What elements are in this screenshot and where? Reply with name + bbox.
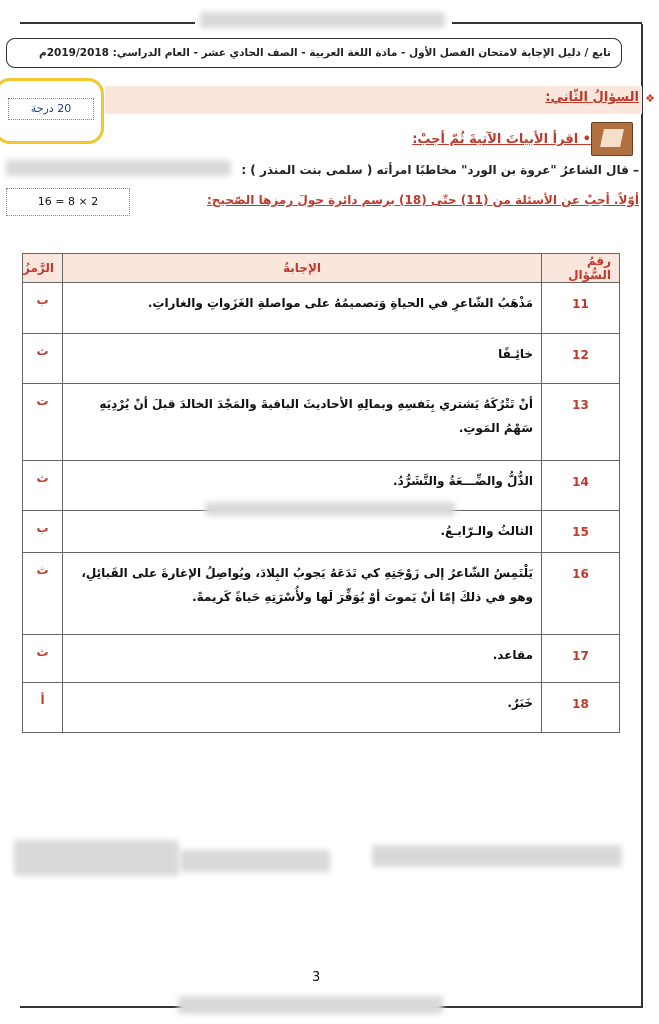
answer-instruction: أوّلاً. أجبْ عن الأسئلة من (11) حتّى (18) برسم دائرة حولَ رمزها الصّحيح: (206, 193, 639, 207)
row-answer: مَذْهَبُ الشّاعرِ في الحياةِ وَتصميمُهُ على مواصلةِ الغَزَواتِ والغاراتِ. (63, 283, 542, 334)
table-row (23, 553, 620, 635)
read-instruction: • اقرأ الأبياتَ الآتيةَ ثُمّ أجبْ: (412, 132, 591, 147)
row-code: ت (23, 384, 63, 461)
table-header-row (23, 254, 620, 283)
row-number: 16 (542, 553, 620, 635)
diamond-bullet-icon: ❖ (645, 92, 655, 105)
redacted-footer-block (14, 840, 179, 876)
top-rule-left (20, 22, 195, 24)
row-code: ب (23, 283, 63, 334)
header-answer: الإجابةُ (63, 254, 542, 283)
header-title-box (6, 38, 622, 68)
redacted-footer-block (372, 845, 622, 867)
answers-table (22, 253, 620, 733)
header-code: الرَّمزُ (23, 254, 63, 283)
book-icon (591, 122, 633, 156)
redacted-footer-block (180, 850, 330, 872)
header-title: تابع / دليل الإجابة لامتحان الفصل الأول - مادة اللغة العربية - الصف الحادي عشر - العام الدراسي: 2019/2018م (39, 47, 611, 59)
grade-value: 20 درجة (8, 98, 94, 120)
row-answer: الذُّلُّ والضِّـــعَةُ والتَّشَرُّدُ. (63, 461, 542, 511)
header-number: رقمُ السُّؤالِ (542, 254, 620, 283)
redacted-table-strip (205, 502, 455, 516)
poet-line: – قال الشاعرُ "عروة بن الورد" مخاطبًا امرأته ( سلمى بنت المنذر ) : (241, 163, 639, 177)
row-code: ث (23, 461, 63, 511)
row-code: ث (23, 334, 63, 384)
row-code: ث (23, 553, 63, 635)
row-number: 15 (542, 511, 620, 553)
row-number: 12 (542, 334, 620, 384)
table-row (23, 384, 620, 461)
question-title: السؤالُ الثّاني: (545, 90, 639, 105)
marks-value: 16 = 8 × 2 (37, 195, 99, 208)
table-row (23, 635, 620, 683)
table-row (23, 511, 620, 553)
marks-box (6, 188, 130, 216)
row-answer: يَلْتَمِسُ الشّاعرُ إلى زَوْجَتِهِ كي تَدَعَهُ يَجوبُ البِلادَ، ويُواصِلُ الإغارةَ على القَبائِلِ، وهو في ذلكَ إمّا أنْ يَموتَ أوْ يُوَفِّرَ لَها ولأُسْرَتِهِ حَياةً كَريمةً. (63, 553, 542, 635)
page-number: 3 (312, 970, 321, 985)
redacted-bottom-strip (178, 996, 443, 1014)
row-code: ب (23, 511, 63, 553)
row-number: 11 (542, 283, 620, 334)
table-row (23, 283, 620, 334)
row-answer: أنْ تَتْرُكَهُ يَشتري بِنَفسِهِ وبمالِهِ الأحاديثَ الباقيةَ والمَجْدَ الخالدَ قبلَ أنْ يُرْدِيَهِ سَهْمُ المَوتِ. (63, 384, 542, 461)
redacted-header-strip (200, 12, 445, 28)
row-answer: خائِـفًا (63, 334, 542, 384)
row-code: أ (23, 683, 63, 733)
redacted-line (6, 160, 231, 176)
row-number: 13 (542, 384, 620, 461)
row-number: 18 (542, 683, 620, 733)
row-number: 14 (542, 461, 620, 511)
row-number: 17 (542, 635, 620, 683)
page-right-border (641, 24, 643, 1007)
table-row (23, 683, 620, 733)
row-answer: الثالثُ والـرّابـعُ. (63, 511, 542, 553)
table-row (23, 334, 620, 384)
row-answer: خَبَرٌ. (63, 683, 542, 733)
row-code: ث (23, 635, 63, 683)
row-answer: مقاعد. (63, 635, 542, 683)
top-rule-right (452, 22, 642, 24)
